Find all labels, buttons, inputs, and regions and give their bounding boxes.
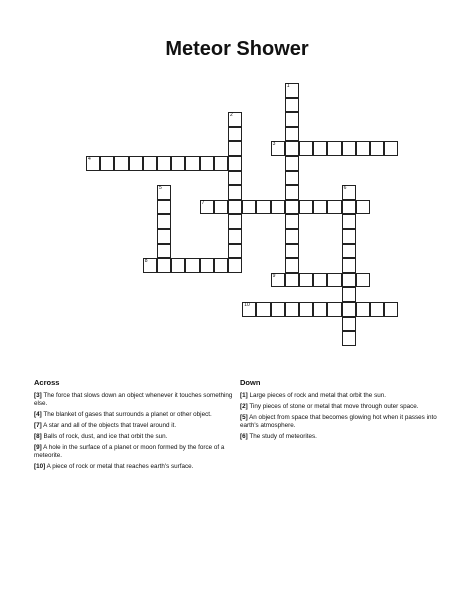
grid-cell[interactable] (342, 258, 356, 273)
grid-cell[interactable] (356, 200, 370, 215)
grid-cell[interactable] (342, 200, 356, 215)
grid-cell[interactable] (342, 141, 356, 156)
grid-cell[interactable] (342, 302, 356, 317)
clue-text: Balls of rock, dust, and ice that orbit the sun. (43, 433, 168, 440)
cell-number: 4 (88, 156, 91, 162)
clue-number: [8] (34, 433, 42, 440)
grid-cell[interactable] (228, 127, 242, 142)
grid-cell[interactable] (370, 302, 384, 317)
grid-cell[interactable] (313, 200, 327, 215)
grid-cell[interactable] (327, 273, 341, 288)
grid-cell[interactable] (356, 141, 370, 156)
clue-number: [6] (240, 433, 248, 440)
grid-cell[interactable] (384, 302, 398, 317)
grid-cell[interactable] (342, 331, 356, 346)
grid-cell[interactable] (157, 156, 171, 171)
down-clue (240, 414, 445, 430)
grid-cell[interactable] (342, 317, 356, 332)
grid-cell[interactable] (285, 244, 299, 259)
grid-cell[interactable] (200, 156, 214, 171)
across-clue (34, 463, 234, 471)
grid-cell[interactable] (185, 156, 199, 171)
across-clue (34, 392, 234, 408)
down-clues (240, 392, 445, 444)
grid-cell[interactable] (356, 273, 370, 288)
puzzle-title: Meteor Shower (165, 38, 309, 60)
grid-cell[interactable] (299, 273, 313, 288)
grid-cell[interactable] (228, 200, 242, 215)
grid-cell[interactable] (356, 302, 370, 317)
across-clue (34, 444, 234, 460)
grid-cell[interactable] (285, 156, 299, 171)
clue-number: [7] (34, 422, 42, 429)
grid-cell[interactable] (327, 200, 341, 215)
grid-cell[interactable] (228, 244, 242, 259)
clue-number: [5] (240, 414, 248, 421)
grid-cell[interactable] (157, 185, 171, 200)
grid-cell[interactable] (285, 258, 299, 273)
across-clue (34, 433, 234, 441)
across-heading: Across (34, 378, 60, 387)
grid-cell[interactable] (157, 214, 171, 229)
grid-cell[interactable] (271, 302, 285, 317)
clue-text: A star and all of the objects that travel around it. (43, 422, 177, 429)
grid-cell[interactable] (157, 258, 171, 273)
grid-cell[interactable] (143, 258, 157, 273)
clue-text: The study of meteorites. (249, 433, 317, 440)
grid-cell[interactable] (327, 302, 341, 317)
clue-text: Large pieces of rock and metal that orbit the sun. (249, 392, 386, 399)
clue-number: [2] (240, 403, 248, 410)
grid-cell[interactable] (228, 214, 242, 229)
clue-number: [4] (34, 411, 42, 418)
cell-number: 3 (272, 141, 276, 148)
grid-cell[interactable] (214, 156, 228, 171)
grid-cell[interactable] (313, 302, 327, 317)
cell-number: 7 (201, 199, 205, 206)
grid-cell[interactable] (285, 200, 299, 215)
cell-number: 1 (286, 83, 290, 89)
clue-number: [3] (34, 392, 42, 399)
grid-cell[interactable] (171, 156, 185, 171)
grid-cell[interactable] (342, 229, 356, 244)
clue-text: The blanket of gases that surrounds a planet or other object. (43, 411, 212, 418)
across-clues (34, 392, 234, 474)
grid-cell[interactable] (299, 200, 313, 215)
grid-cell[interactable] (313, 141, 327, 156)
grid-cell[interactable] (228, 141, 242, 156)
grid-cell[interactable] (228, 171, 242, 186)
grid-cell[interactable] (299, 141, 313, 156)
down-clue (240, 433, 445, 441)
grid-cell[interactable] (157, 229, 171, 244)
clue-text: Tiny pieces of stone or metal that move through outer space. (249, 403, 419, 410)
grid-cell[interactable] (285, 273, 299, 288)
grid-cell[interactable] (271, 141, 285, 156)
grid-cell[interactable] (285, 171, 299, 186)
down-clue (240, 392, 445, 400)
grid-cell[interactable] (214, 258, 228, 273)
grid-cell[interactable] (157, 244, 171, 259)
grid-cell[interactable] (271, 273, 285, 288)
grid-cell[interactable] (285, 98, 299, 113)
grid-cell[interactable] (185, 258, 199, 273)
cell-number: 6 (343, 185, 347, 192)
grid-cell[interactable] (214, 200, 228, 215)
clue-number: [9] (34, 444, 42, 451)
grid-cell[interactable] (171, 258, 185, 273)
grid-cell[interactable] (285, 302, 299, 317)
grid-cell[interactable] (285, 229, 299, 244)
grid-cell[interactable] (114, 156, 128, 171)
grid-cell[interactable] (299, 302, 313, 317)
across-clue (34, 411, 234, 419)
grid-cell[interactable] (143, 156, 157, 171)
grid-cell[interactable] (242, 302, 256, 317)
grid-cell[interactable] (342, 287, 356, 302)
grid-cell[interactable] (285, 214, 299, 229)
grid-cell[interactable] (342, 273, 356, 288)
grid-cell[interactable] (313, 273, 327, 288)
grid-cell[interactable] (86, 156, 100, 171)
grid-cell[interactable] (370, 141, 384, 156)
grid-cell[interactable] (228, 229, 242, 244)
grid-cell[interactable] (342, 185, 356, 200)
grid-cell[interactable] (256, 302, 270, 317)
grid-cell[interactable] (228, 258, 242, 273)
clue-text: An object from space that becomes glowing hot when it passes into earth's atmosphere. (240, 414, 437, 429)
cell-number: 10 (244, 302, 250, 308)
grid-cell[interactable] (342, 214, 356, 229)
down-heading: Down (240, 378, 261, 387)
grid-cell[interactable] (285, 185, 299, 200)
clue-number: [10] (34, 463, 46, 470)
grid-cell[interactable] (384, 141, 398, 156)
grid-cell[interactable] (228, 112, 242, 127)
grid-cell[interactable] (200, 258, 214, 273)
grid-cell[interactable] (327, 141, 341, 156)
grid-cell[interactable] (129, 156, 143, 171)
grid-cell[interactable] (285, 141, 299, 156)
grid-cell[interactable] (342, 244, 356, 259)
grid-cell[interactable] (256, 200, 270, 215)
grid-cell[interactable] (200, 200, 214, 215)
grid-cell[interactable] (228, 185, 242, 200)
clue-number: [1] (240, 392, 248, 399)
cell-number: 5 (159, 185, 162, 192)
across-clue (34, 422, 234, 430)
down-clue (240, 403, 445, 411)
cell-number: 2 (230, 112, 233, 119)
grid-cell[interactable] (271, 200, 285, 215)
grid-cell[interactable] (285, 112, 299, 127)
grid-cell[interactable] (100, 156, 114, 171)
cell-number: 8 (144, 258, 148, 265)
grid-cell[interactable] (228, 156, 242, 171)
grid-cell[interactable] (285, 127, 299, 142)
clue-text: The force that slows down an object whenever it touches something else. (34, 392, 233, 407)
cell-number: 9 (272, 272, 276, 279)
clue-text: A hole in the surface of a planet or moon formed by the force of a meteorite. (34, 444, 225, 459)
grid-cell[interactable] (285, 83, 299, 98)
grid-cell[interactable] (157, 200, 171, 215)
grid-cell[interactable] (242, 200, 256, 215)
clue-text: A piece of rock or metal that reaches earth's surface. (46, 463, 194, 470)
